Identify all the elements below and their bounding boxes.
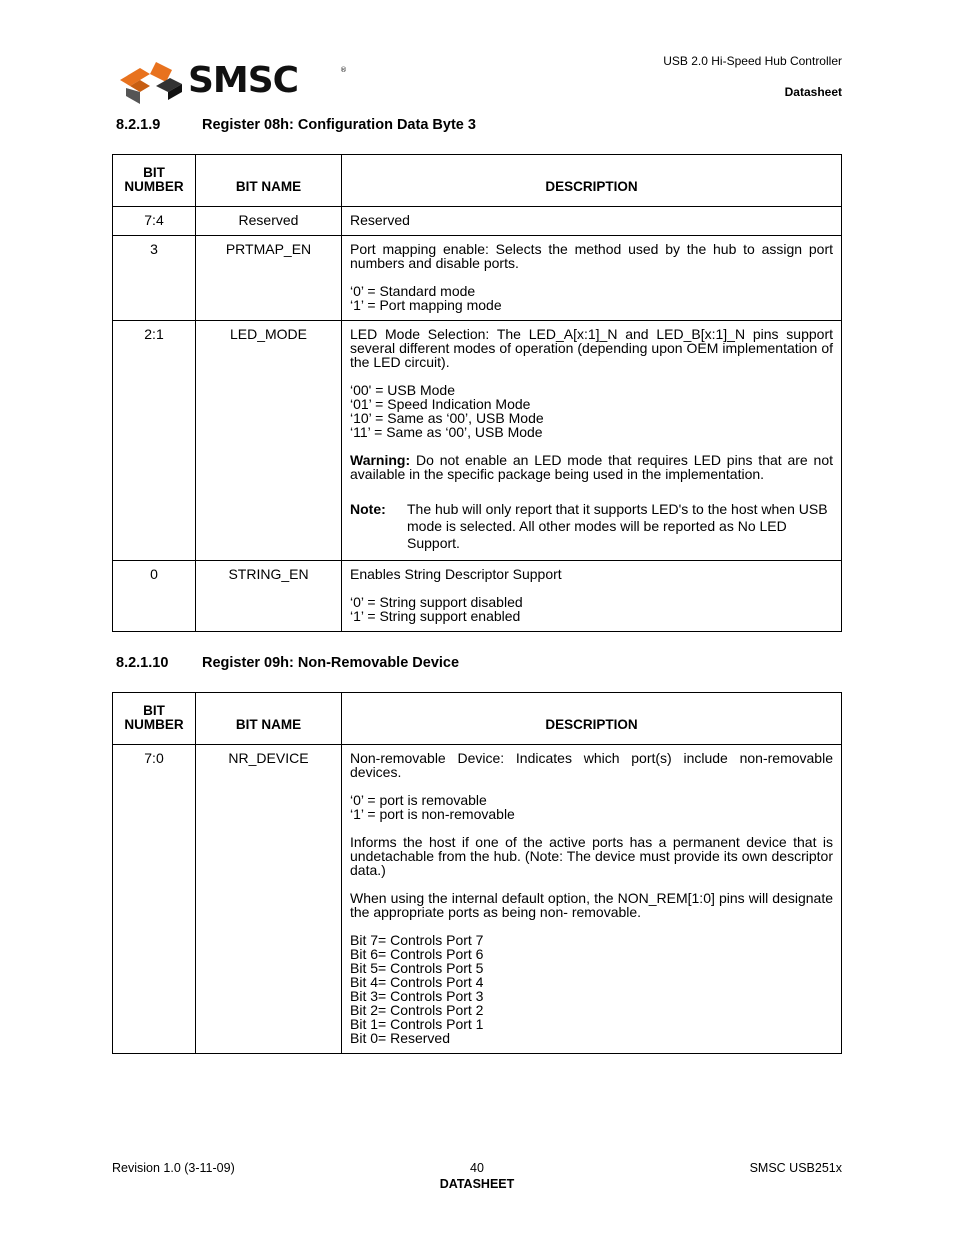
document-type: Datasheet <box>784 85 842 99</box>
table-row <box>113 745 842 1054</box>
description-paragraph <box>350 793 833 821</box>
description-cell <box>342 236 842 321</box>
col-description: DESCRIPTION <box>342 693 842 745</box>
bit-number-cell: 2:1 <box>113 321 196 561</box>
col-bit-number: BIT NUMBER <box>113 155 196 207</box>
svg-text:®: ® <box>340 66 347 74</box>
description-paragraph <box>350 933 833 1045</box>
description-paragraph <box>350 213 833 227</box>
description-line: Port mapping enable: Selects the method used by the hub to assign port numbers and disable ports. <box>350 241 833 271</box>
description-line: Informs the host if one of the active ports has a permanent device that is undetachable from the hub. (Note: The device must provide its own descriptor data.) <box>350 834 833 878</box>
footer-product: SMSC USB251x <box>749 1161 842 1175</box>
section-number: 8.2.1.9 <box>116 117 161 133</box>
table-row <box>113 561 842 632</box>
warning-text: Do not enable an LED mode that requires LED pins that are not available in the specific package being used in the implementation. <box>350 452 833 482</box>
description-paragraph <box>350 891 833 919</box>
description-line: ‘00' = USB Mode <box>350 382 456 398</box>
table-row <box>113 236 842 321</box>
description-line: Bit 5= Controls Port 5 <box>350 960 484 976</box>
bit-name-cell: Reserved <box>196 207 342 236</box>
description-paragraph <box>350 327 833 369</box>
description-line: Bit 0= Reserved <box>350 1030 450 1046</box>
description-line: ‘1’ = String support enabled <box>350 608 521 624</box>
bit-number-cell: 7:4 <box>113 207 196 236</box>
smsc-logo <box>116 60 352 104</box>
bit-number-cell: 3 <box>113 236 196 321</box>
description-paragraph <box>350 595 833 623</box>
description-line: Non-removable Device: Indicates which port(s) include non-removable devices. <box>350 750 833 780</box>
col-bit-number: BIT NUMBER <box>113 693 196 745</box>
description-paragraph <box>350 567 833 581</box>
warning-paragraph <box>350 453 833 481</box>
table-row <box>113 321 842 561</box>
description-cell <box>342 207 842 236</box>
description-line: Reserved <box>350 212 410 228</box>
col-bit-name: BIT NAME <box>196 693 342 745</box>
register-table <box>112 154 842 632</box>
col-description: DESCRIPTION <box>342 155 842 207</box>
description-line: ‘01’ = Speed Indication Mode <box>350 396 531 412</box>
bit-number-cell: 7:0 <box>113 745 196 1054</box>
description-cell <box>342 561 842 632</box>
bit-name-cell: NR_DEVICE <box>196 745 342 1054</box>
description-line: LED Mode Selection: The LED_A[x:1]_N and LED_B[x:1]_N pins support several different modes of operation (depending upon OEM implementation of the LED circuit). <box>350 326 833 370</box>
description-line: When using the internal default option, the NON_REM[1:0] pins will designate the appropriate ports as being non- removable. <box>350 890 833 920</box>
bit-name-cell: PRTMAP_EN <box>196 236 342 321</box>
logo-mark-icon <box>120 62 182 104</box>
section-heading <box>116 655 459 671</box>
description-paragraph <box>350 284 833 312</box>
description-line: ‘1’ = Port mapping mode <box>350 297 502 313</box>
table-row <box>113 207 842 236</box>
col-bit-name: BIT NAME <box>196 155 342 207</box>
warning-label: Warning: <box>350 452 411 468</box>
description-line: Bit 4= Controls Port 4 <box>350 974 484 990</box>
description-line: ‘0’ = port is removable <box>350 792 487 808</box>
footer-revision: Revision 1.0 (3-11-09) <box>112 1161 235 1175</box>
note-block <box>350 501 833 552</box>
description-paragraph <box>350 383 833 439</box>
description-line: Enables String Descriptor Support <box>350 566 562 582</box>
description-paragraph <box>350 242 833 270</box>
description-paragraph <box>350 835 833 877</box>
description-line: Bit 6= Controls Port 6 <box>350 946 484 962</box>
description-cell <box>342 321 842 561</box>
section-number: 8.2.1.10 <box>116 655 169 671</box>
section-title: Register 08h: Configuration Data Byte 3 <box>202 117 476 133</box>
description-line: Bit 2= Controls Port 2 <box>350 1002 484 1018</box>
description-line: Bit 1= Controls Port 1 <box>350 1016 484 1032</box>
description-line: ‘11’ = Same as ‘00’, USB Mode <box>350 424 543 440</box>
footer-datasheet-label: DATASHEET <box>439 1177 515 1191</box>
description-line: Bit 3= Controls Port 3 <box>350 988 484 1004</box>
note-label: Note: <box>350 501 386 517</box>
bit-name-cell: STRING_EN <box>196 561 342 632</box>
bit-name-cell: LED_MODE <box>196 321 342 561</box>
description-paragraph <box>350 751 833 779</box>
section-title: Register 09h: Non-Removable Device <box>202 655 460 671</box>
description-line: ‘0’ = String support disabled <box>350 594 523 610</box>
document-title: USB 2.0 Hi-Speed Hub Controller <box>663 54 842 68</box>
footer-page-number: 40 <box>470 1161 484 1175</box>
section-heading <box>116 117 476 133</box>
description-line: Bit 7= Controls Port 7 <box>350 932 484 948</box>
description-line: ‘0’ = Standard mode <box>350 283 476 299</box>
note-text: The hub will only report that it supports LED's to the host when USB mode is selected. All other modes will be reported as No LED Support. <box>407 501 828 551</box>
description-line: ‘1’ = port is non-removable <box>350 806 515 822</box>
description-line: ‘10’ = Same as ‘00’, USB Mode <box>350 410 544 426</box>
description-cell <box>342 745 842 1054</box>
bit-number-cell: 0 <box>113 561 196 632</box>
logo-wordmark: SMSC <box>188 60 299 101</box>
register-table <box>112 692 842 1054</box>
